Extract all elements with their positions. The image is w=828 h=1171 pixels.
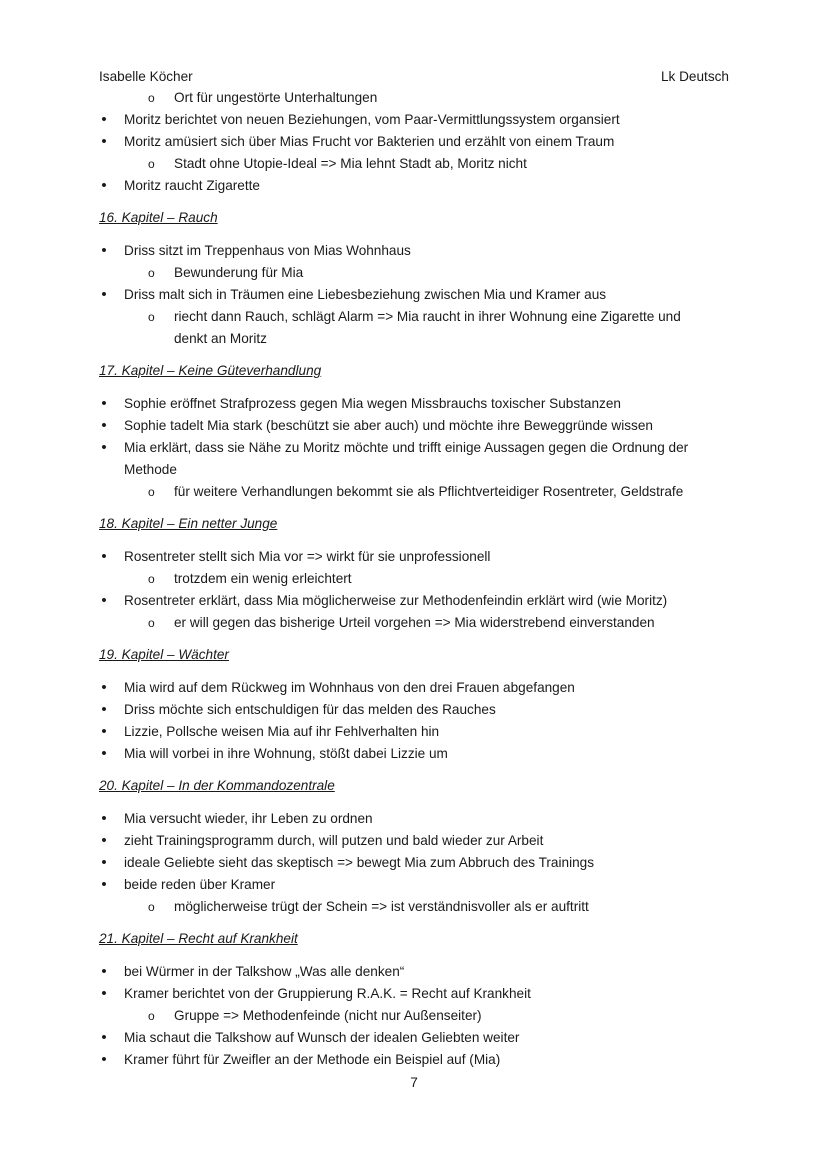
- bullet-icon: [99, 546, 109, 569]
- list-item: [99, 1049, 739, 1071]
- bullet-icon: [99, 983, 109, 1006]
- list-item: [99, 808, 739, 830]
- bullet-icon: [99, 699, 109, 722]
- circle-bullet-icon: [148, 568, 155, 590]
- list-item: [99, 961, 739, 983]
- bullet-icon: [99, 415, 109, 438]
- list-item-text: Mia wird auf dem Rückweg im Wohnhaus von den drei Frauen abgefangen: [124, 680, 575, 695]
- list-item: [99, 393, 739, 415]
- bullet-icon: [99, 109, 109, 132]
- list-item-text: ideale Geliebte sieht das skeptisch => bewegt Mia zum Abbruch des Trainings: [124, 855, 595, 870]
- list-item-text: Sophie tadelt Mia stark (beschützt sie aber auch) und möchte ihre Beweggründe wissen: [124, 418, 653, 433]
- list-item-text: für weitere Verhandlungen bekommt sie als Pflichtverteidiger Rosentreter, Geldstrafe: [174, 484, 684, 499]
- sub-list-item: [99, 153, 739, 175]
- list-item: [99, 175, 739, 197]
- circle-bullet-icon: [148, 153, 155, 175]
- sub-list-item: [99, 262, 739, 284]
- author-name: Isabelle Köcher: [99, 69, 193, 84]
- list-item: [99, 721, 739, 743]
- circle-bullet-icon: [148, 612, 155, 634]
- bullet-icon: [99, 131, 109, 154]
- bullet-icon: [99, 590, 109, 613]
- list-item: [99, 874, 739, 896]
- sub-list-item: [99, 481, 739, 503]
- chapter-heading: 18. Kapitel – Ein netter Junge: [99, 516, 278, 531]
- list-item: [99, 437, 739, 459]
- chapter-heading: 20. Kapitel – In der Kommandozentrale: [99, 778, 335, 793]
- list-item-text: denkt an Moritz: [174, 331, 267, 346]
- list-item-text: Bewunderung für Mia: [174, 265, 304, 280]
- list-item-text: Driss malt sich in Träumen eine Liebesbeziehung zwischen Mia und Kramer aus: [124, 287, 607, 302]
- list-item: [99, 109, 739, 131]
- chapter-heading: 16. Kapitel – Rauch: [99, 210, 218, 225]
- bullet-icon: [99, 830, 109, 853]
- list-item-text: Kramer führt für Zweifler an der Methode ein Beispiel auf (Mia): [124, 1052, 501, 1067]
- bullet-icon: [99, 874, 109, 897]
- bullet-icon: [99, 393, 109, 416]
- list-item: [99, 284, 739, 306]
- list-item-text: Mia will vorbei in ihre Wohnung, stößt dabei Lizzie um: [124, 746, 448, 761]
- list-item: [99, 677, 739, 699]
- circle-bullet-icon: [148, 481, 155, 503]
- circle-bullet-icon: [148, 306, 155, 328]
- list-item: [99, 743, 739, 765]
- bullet-icon: [99, 1049, 109, 1072]
- bullet-icon: [99, 284, 109, 307]
- list-item: [99, 240, 739, 262]
- list-item-text: Mia versucht wieder, ihr Leben zu ordnen: [124, 811, 373, 826]
- sub-list-item: [99, 328, 739, 350]
- course-name: Lk Deutsch: [660, 69, 729, 84]
- chapter-heading: 19. Kapitel – Wächter: [99, 647, 229, 662]
- bullet-icon: [99, 852, 109, 875]
- circle-bullet-icon: [148, 896, 155, 918]
- list-item-text: Driss sitzt im Treppenhaus von Mias Wohnhaus: [124, 243, 411, 258]
- list-item: [99, 590, 739, 612]
- list-item-text: Mia schaut die Talkshow auf Wunsch der idealen Geliebten weiter: [124, 1030, 520, 1045]
- list-item-text: Ort für ungestörte Unterhaltungen: [174, 90, 378, 105]
- list-item-text: riecht dann Rauch, schlägt Alarm => Mia raucht in ihrer Wohnung eine Zigarette und: [174, 309, 681, 324]
- circle-bullet-icon: [148, 1005, 155, 1027]
- list-item-text: Kramer berichtet von der Gruppierung R.A.K. = Recht auf Krankheit: [124, 986, 531, 1001]
- list-item-text: Lizzie, Pollsche weisen Mia auf ihr Fehlverhalten hin: [124, 724, 440, 739]
- list-item-text: Stadt ohne Utopie-Ideal => Mia lehnt Stadt ab, Moritz nicht: [174, 156, 527, 171]
- sub-list-item: [99, 1005, 739, 1027]
- list-item-text: Moritz amüsiert sich über Mias Frucht vor Bakterien und erzählt von einem Traum: [124, 134, 615, 149]
- list-item-text: Methode: [124, 462, 177, 477]
- list-item-text: zieht Trainingsprogramm durch, will putzen und bald wieder zur Arbeit: [124, 833, 544, 848]
- bullet-icon: [99, 721, 109, 744]
- list-item-text: Rosentreter stellt sich Mia vor => wirkt für sie unprofessionell: [124, 549, 491, 564]
- sub-list-item: [99, 612, 739, 634]
- list-item-text: er will gegen das bisherige Urteil vorgehen => Mia widerstrebend einverstanden: [174, 615, 655, 630]
- list-item-text: bei Würmer in der Talkshow „Was alle denken“: [124, 964, 405, 979]
- list-item-text: Mia erklärt, dass sie Nähe zu Moritz möchte und trifft einige Aussagen gegen die Ordnung der: [124, 440, 689, 455]
- sub-list-item: [99, 568, 739, 590]
- bullet-icon: [99, 808, 109, 831]
- list-item: [99, 699, 739, 721]
- page-header: [99, 69, 729, 87]
- page-number: 7: [410, 1075, 418, 1090]
- list-item: [99, 1027, 739, 1049]
- list-item: [99, 852, 739, 874]
- bullet-icon: [99, 1027, 109, 1050]
- list-item-text: möglicherweise trügt der Schein => ist verständnisvoller als er auftritt: [174, 899, 589, 914]
- list-item: [99, 983, 739, 1005]
- list-item: [99, 415, 739, 437]
- list-item-text: trotzdem ein wenig erleichtert: [174, 571, 352, 586]
- list-item: [99, 131, 739, 153]
- bullet-icon: [99, 677, 109, 700]
- list-item: [99, 546, 739, 568]
- bullet-icon: [99, 961, 109, 984]
- chapter-heading: 17. Kapitel – Keine Güteverhandlung: [99, 363, 322, 378]
- sub-list-item: [99, 306, 739, 328]
- sub-list-item: [99, 87, 739, 109]
- list-item: [99, 830, 739, 852]
- bullet-icon: [99, 437, 109, 460]
- list-item-text: Sophie eröffnet Strafprozess gegen Mia wegen Missbrauchs toxischer Substanzen: [124, 396, 621, 411]
- document-body: [99, 87, 739, 1071]
- circle-bullet-icon: [148, 87, 155, 109]
- circle-bullet-icon: [148, 262, 155, 284]
- sub-list-item: [99, 896, 739, 918]
- list-item-text: beide reden über Kramer: [124, 877, 276, 892]
- chapter-heading: 21. Kapitel – Recht auf Krankheit: [99, 931, 298, 946]
- list-item-text: Driss möchte sich entschuldigen für das melden des Rauches: [124, 702, 496, 717]
- list-item-text: Moritz berichtet von neuen Beziehungen, vom Paar-Vermittlungssystem organsiert: [124, 112, 620, 127]
- bullet-icon: [99, 175, 109, 198]
- list-item: [99, 459, 739, 481]
- bullet-icon: [99, 240, 109, 263]
- bullet-icon: [99, 743, 109, 766]
- list-item-text: Moritz raucht Zigarette: [124, 178, 260, 193]
- list-item-text: Rosentreter erklärt, dass Mia möglicherweise zur Methodenfeindin erklärt wird (wie Moritz): [124, 593, 668, 608]
- list-item-text: Gruppe => Methodenfeinde (nicht nur Außenseiter): [174, 1008, 482, 1023]
